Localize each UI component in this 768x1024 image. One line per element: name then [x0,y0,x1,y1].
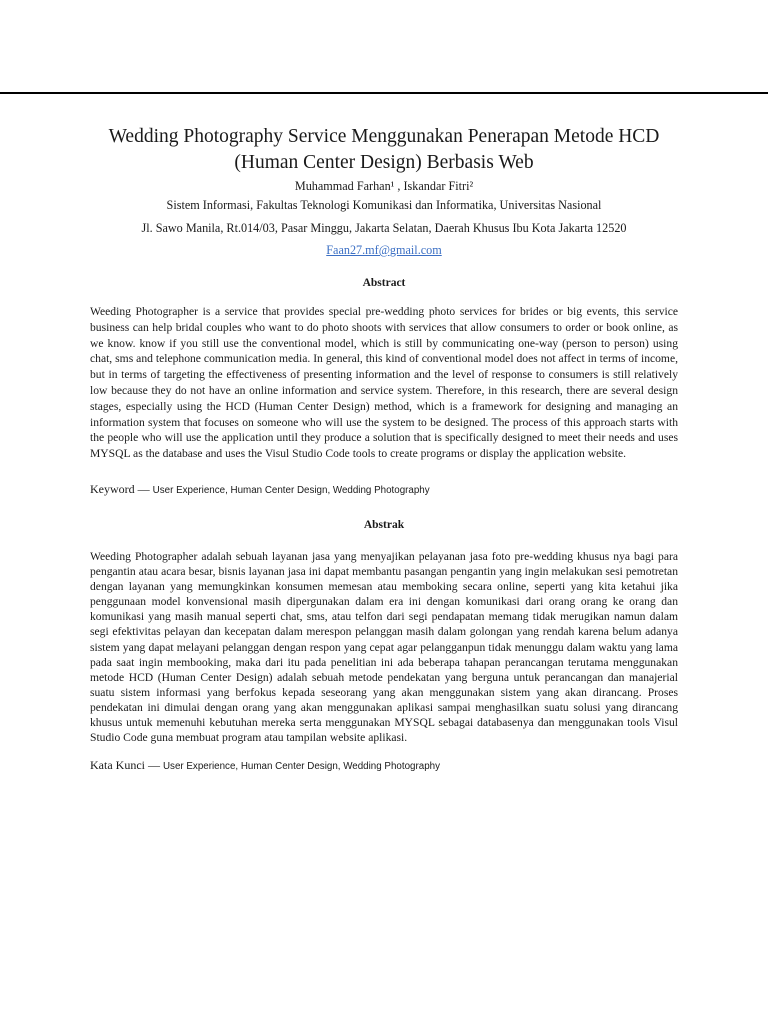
abstract-keywords [90,481,678,499]
abstrak-keywords [90,757,678,775]
paper-authors: Muhammad Farhan¹ , Iskandar Fitri² [294,179,474,193]
author-email-link[interactable]: Faan27.mf@gmail.com [326,243,442,257]
abstrak-body: Weeding Photographer adalah sebuah layanan jasa yang menyajikan pelayanan jasa foto pre-wedding khusus nya bagi para pengantin atau acara besar, bisnis layanan jasa ini dapat membantu pasangan pengantin yang ingin melakukan sesi pemotretan dengan layanan yang memungkinkan konsumen memesan atau memboking secara online, seperti yang kita ketahui jika penggunaan model konvensional masih dipergunakan dalam era ini dengan komunikasi dari orang orang ke orang dan komunikasi yang masih manual seperti chat, sms, atau telfon dari segi pendapatan memang tidak merugikan namun dalam segi efektivitas pelayan dan kecepatan dalam merespon pelanggan masih dalam golongan yang rendah karena belum adanya sistem yang dapat melayani pelanggan dengan respon yang cepat agar pelangganpun tidak menunggu dalam waktu yang lama pada saat ingin membooking, maka dari itu pada penelitian ini ada beberapa tahapan perancangan terutama menggunakan metode HCD (Human Center Design) adalah sebuah metode pendekatan yang berguna untuk perancangan dan manajerial suatu sistem informasi yang berfokus kepada seseorang yang akan menggunakan sistem yang akan dirancang. Proses pendekatan ini dimulai dengan orang yang akan menggunakan aplikasi sampai menghasilkan suatu solusi yang dirancang khusus untuk memenuhi kebutuhan mereka serta menggunakan MYSQL sebagai databasenya dan menggunakan tools Visul Studio Code guna membuat program atau tampilan website aplikasi. [90,549,678,745]
paper-affiliation: Sistem Informasi, Fakultas Teknologi Komunikasi dan Informatika, Universitas Nasional [166,198,602,212]
header-rule [0,92,768,94]
abstrak-heading: Abstrak [363,518,405,531]
keywords-label: Keyword — [90,481,150,496]
kata-kunci-label: Kata Kunci — [90,758,160,773]
kata-kunci-values: User Experience, Human Center Design, Wedding Photography [162,761,440,773]
keywords-values: User Experience, Human Center Design, Wedding Photography [152,484,430,496]
paper-page [90,124,678,775]
abstract-body: Weeding Photographer is a service that provides special pre-wedding photo services for brides or big events, this service business can help bridal couples who want to do photo shoots with services that allow consumers to order or book online, as we know. know if you still use the conventional model, which is still by communicating one-way (person to person) using chat, sms and telephone communication media. In general, this kind of conventional model does not affect in terms of income, but in terms of targeting the effectiveness of presenting information and the level of response to consumers is still relatively low because they do not have an online information and service system. Therefore, in this research, there are several design stages, especially using the HCD (Human Center Design) method, which is a framework for designing and managing an information system that focuses on someone who will use the system to be designed. The process of this approach starts with the people who will use the application until they produce a solution that is specifically designed to meet their needs and uses MYSQL as the database and uses the Visul Studio Code tools to create programs or display the application website. [90,305,678,461]
paper-address: Jl. Sawo Manila, Rt.014/03, Pasar Minggu, Jakarta Selatan, Daerah Khusus Ibu Kota Jakarta 12520 [141,221,627,235]
paper-title-line-1: Wedding Photography Service Menggunakan Penerapan Metode HCD [108,126,660,147]
abstract-heading: Abstract [362,277,406,289]
paper-title [90,124,678,176]
paper-title-line-2: (Human Center Design) Berbasis Web [234,152,534,173]
